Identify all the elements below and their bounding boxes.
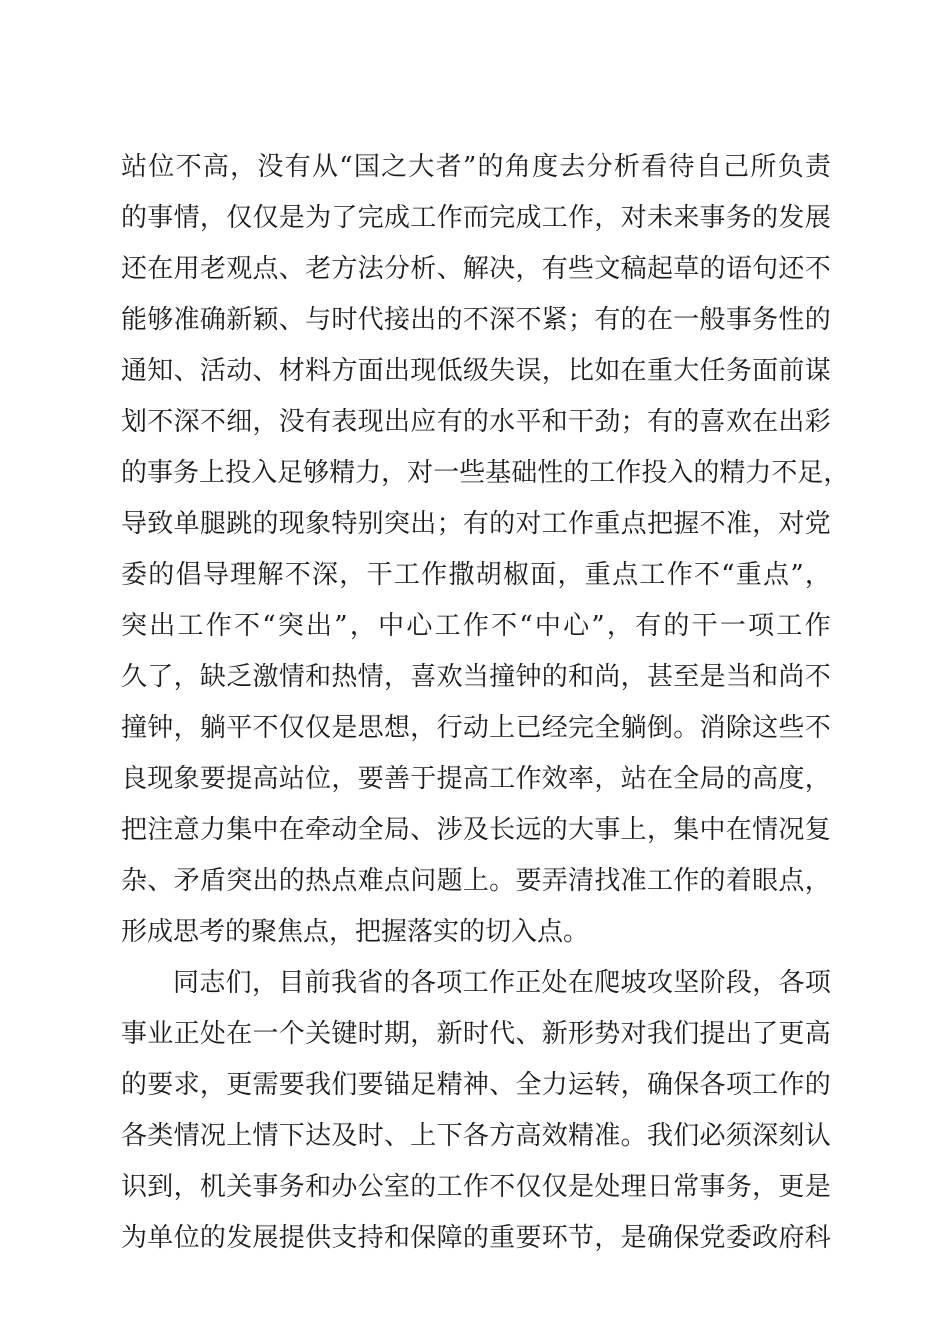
text-line: 事 业 正 处 在 一 个 关 键 时 期 ， 新 时 代 、 新 形 势 对 我 们 提 出 了 更 高 (121, 1019, 831, 1049)
text-line: 撞 钟 ， 躺 平 不 仅 仅 是 思 想 ， 行 动 上 已 经 完 全 躺 倒 。 消 除 这 些 不 (121, 713, 831, 743)
text-line: 各 类 情 况 上 情 下 达 及 时 、 上 下 各 方 高 效 精 准 。 我 们 必 须 深 刻 认 (121, 1121, 831, 1151)
text-line: 还 在 用 老 观 点 、 老 方 法 分 析 、 解 决 ， 有 些 文 稿 起 草 的 语 句 还 不 (121, 254, 831, 284)
text-line: 的 事 情 ， 仅 仅 是 为 了 完 成 工 作 而 完 成 工 作 ， 对 未 来 事 务 的 发 展 (121, 203, 831, 233)
text-line: 把 注 意 力 集 中 在 牵 动 全 局 、 涉 及 长 远 的 大 事 上 ， 集 中 在 情 况 复 (121, 815, 831, 845)
text-line: 久 了 ， 缺 乏 激 情 和 热 情 ， 喜 欢 当 撞 钟 的 和 尚 ， 甚 至 是 当 和 尚 不 (121, 662, 831, 692)
text-line: 划 不 深 不 细 ， 没 有 表 现 出 应 有 的 水 平 和 干 劲 ； 有 的 喜 欢 在 出 彩 (121, 407, 831, 437)
body-text (121, 142, 850, 1264)
text-line: 同 志 们 ， 目 前 我 省 的 各 项 工 作 正 处 在 爬 坡 攻 坚 阶 段 ， 各 项 (173, 968, 831, 998)
text-line: 的 事 务 上 投 入 足 够 精 力 ， 对 一 些 基 础 性 的 工 作 投 入 的 精 力 不 足 ， (121, 458, 850, 488)
text-line: 委 的 倡 导 理 解 不 深 ， 干 工 作 撒 胡 椒 面 ， 重 点 工 作 不 “ 重 点 ” ， (121, 560, 831, 590)
text-line: 导 致 单 腿 跳 的 现 象 特 别 突 出 ； 有 的 对 工 作 重 点 把 握 不 准 ， 对 党 (121, 509, 831, 539)
text-line: 站 位 不 高 ， 没 有 从 “ 国 之 大 者 ” 的 角 度 去 分 析 看 待 自 己 所 负 责 (121, 152, 831, 182)
text-line: 能 够 准 确 新 颖 、 与 时 代 接 出 的 不 深 不 紧 ； 有 的 在 一 般 事 务 性 的 (121, 305, 831, 335)
text-line: 为 单 位 的 发 展 提 供 支 持 和 保 障 的 重 要 环 节 ， 是 确 保 党 委 政 府 科 (121, 1223, 831, 1253)
text-line: 识 到 ， 机 关 事 务 和 办 公 室 的 工 作 不 仅 仅 是 处 理 日 常 事 务 ， 更 是 (121, 1172, 831, 1202)
paragraph-1 (121, 142, 850, 958)
text-line: 通 知 、 活 动 、 材 料 方 面 出 现 低 级 失 误 ， 比 如 在 重 大 任 务 面 前 谋 (121, 356, 831, 386)
text-line: 的 要 求 ， 更 需 要 我 们 要 锚 足 精 神 、 全 力 运 转 ， 确 保 各 项 工 作 的 (121, 1070, 831, 1100)
text-line: 形成思考的聚焦点，把握落实的切入点。 (121, 917, 590, 947)
text-line: 良 现 象 要 提 高 站 位 ， 要 善 于 提 高 工 作 效 率 ， 站 在 全 局 的 高 度 ， (121, 764, 831, 794)
text-line: 突 出 工 作 不 “ 突 出 ” ， 中 心 工 作 不 “ 中 心 ” ， 有 的 干 一 项 工 作 (121, 611, 831, 641)
paragraph-2 (121, 958, 831, 1264)
text-line: 杂 、 矛 盾 突 出 的 热 点 难 点 问 题 上 。 要 弄 清 找 准 工 作 的 着 眼 点 ， (121, 866, 831, 896)
